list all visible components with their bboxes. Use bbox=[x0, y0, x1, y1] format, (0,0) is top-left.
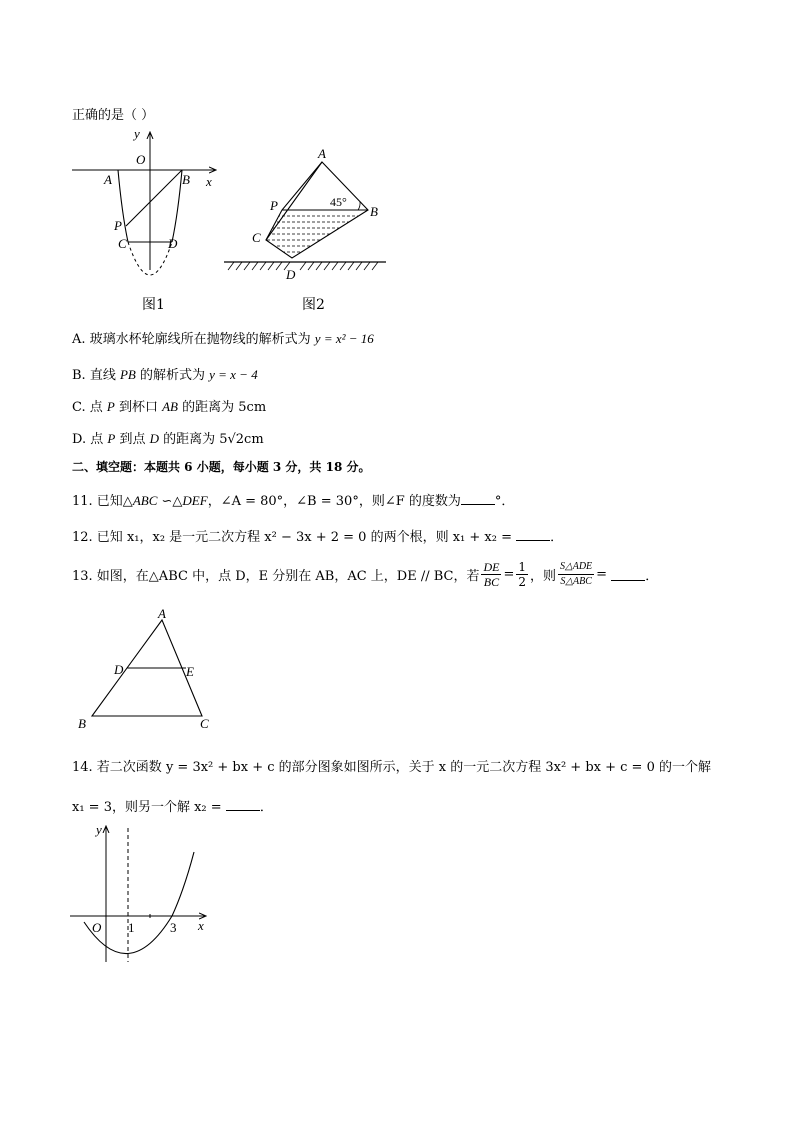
question-11: 11. 已知△ABC ∽△DEF，∠A = 80°，∠B = 30°，则∠F 的度数为 °． bbox=[72, 493, 515, 509]
label-b: B bbox=[370, 204, 378, 219]
label-p: P bbox=[270, 198, 278, 213]
label-y: y bbox=[134, 126, 140, 141]
question-12: 12. 已知 x₁，x₂ 是一元二次方程 x² − 3x + 2 = 0 的两个根，则 x₁ + x₂ = ． bbox=[72, 530, 564, 545]
label-c: C bbox=[118, 236, 127, 251]
figure-1-parabola-cup bbox=[68, 126, 228, 276]
figure-3-triangle bbox=[74, 606, 224, 734]
label-b: B bbox=[182, 172, 190, 187]
answer-blank bbox=[226, 798, 260, 811]
figure-2-caption: 图2 bbox=[302, 297, 325, 313]
label-x: x bbox=[206, 174, 212, 189]
label-o: O bbox=[92, 920, 102, 935]
label-1: 1 bbox=[128, 920, 135, 935]
label-p: P bbox=[114, 218, 122, 233]
question-14-line-1: 14. 若二次函数 y = 3x² + bx + c 的部分图象如图所示，关于 x 的一元二次方程 3x² + bx + c = 0 的一个解 bbox=[72, 760, 711, 775]
label-d: D bbox=[286, 267, 296, 282]
label-o: O bbox=[136, 152, 146, 167]
label-e: E bbox=[186, 664, 194, 679]
figure-2-tilted-cup bbox=[222, 144, 390, 284]
answer-blank bbox=[516, 528, 550, 541]
label-d: D bbox=[114, 662, 124, 677]
parabola-curve bbox=[84, 852, 194, 954]
section-heading: 二、填空题：本题共 6 小题，每小题 3 分，共 18 分。 bbox=[72, 460, 371, 474]
label-y: y bbox=[96, 822, 102, 837]
label-b: B bbox=[78, 716, 86, 731]
segment-pb bbox=[126, 170, 182, 226]
label-d: D bbox=[168, 236, 178, 251]
label-a: A bbox=[318, 146, 326, 161]
option-b: B. 直线 PB 的解析式为 y = x − 4 bbox=[72, 367, 258, 383]
label-a: A bbox=[104, 172, 112, 187]
answer-blank bbox=[461, 492, 495, 505]
angle-label: 45° bbox=[330, 195, 347, 209]
fraction-area-ratio: $\frac{\text{S△ADE}}{\text{S△ABC}}$ bbox=[560, 561, 593, 587]
option-c: C. 点 P 到杯口 AB 的距离为 5cm bbox=[72, 399, 267, 415]
figure-4-parabola-graph bbox=[66, 822, 216, 968]
label-x: x bbox=[198, 918, 204, 933]
question-intro: 正确的是（ ） bbox=[72, 108, 155, 123]
label-c: C bbox=[252, 230, 261, 245]
option-d: D. 点 P 到点 D 的距离为 5√2cm bbox=[72, 431, 264, 447]
figure-1-caption: 图1 bbox=[142, 297, 165, 313]
label-3: 3 bbox=[170, 920, 177, 935]
label-c: C bbox=[200, 716, 209, 731]
fraction-one-half: $\frac{1}{2}$ bbox=[518, 560, 527, 589]
fraction-de-bc: $\frac{DE}{BC}$ bbox=[483, 560, 500, 589]
answer-blank bbox=[611, 568, 645, 581]
option-a: A. 玻璃水杯轮廓线所在抛物线的解析式为 y = x² − 16 bbox=[72, 331, 374, 347]
question-13: 13. 如图，在△ABC 中，点 D，E 分别在 AB，AC 上，DE // BC，若 $\frac{DE}{BC}$ = $\frac{1}{2}$ ，则 $\frac{\text{S△ADE}}{\text{S△ABC}}$ = ． bbox=[72, 560, 659, 589]
question-14-line-2: x₁ = 3，则另一个解 x₂ = ． bbox=[72, 800, 273, 815]
label-a: A bbox=[158, 606, 166, 621]
